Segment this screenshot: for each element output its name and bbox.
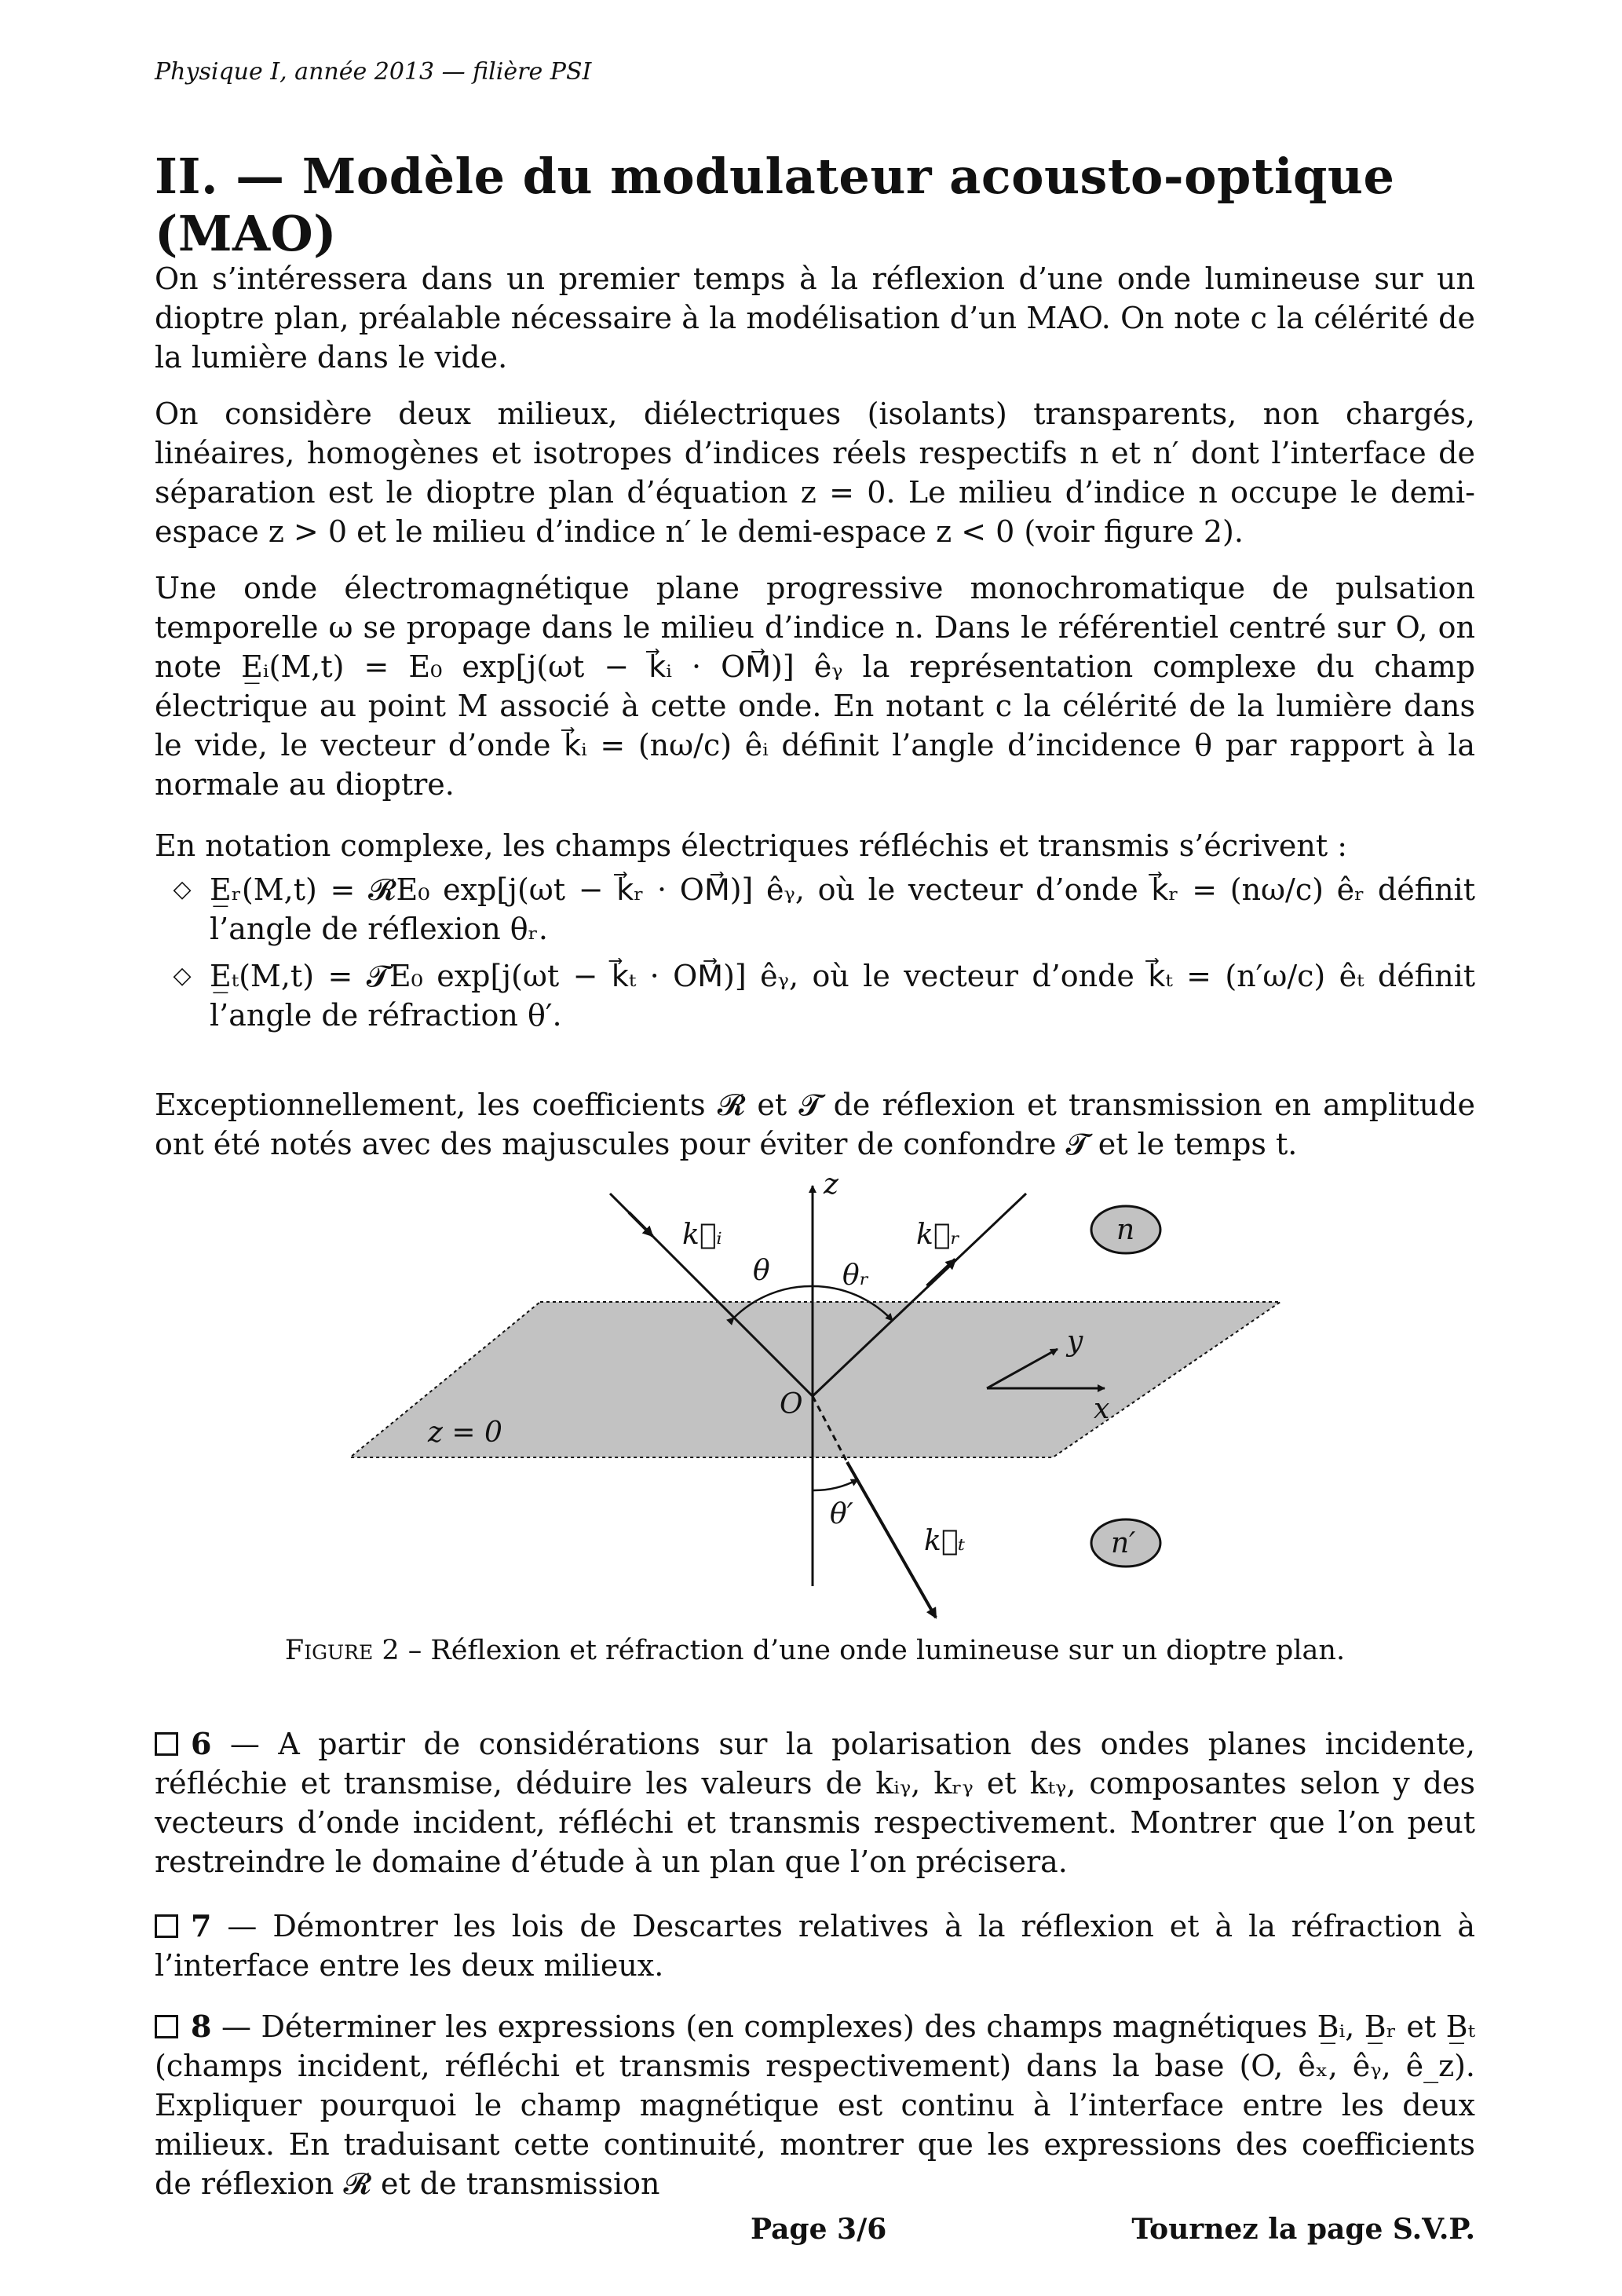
- paragraph-incident-wave: Une onde électromagnétique plane progressive monochromatique de pulsation temporelle ω se propage dans le milieu d’indice n. Dans le référentiel centré sur O, on note E̲ᵢ(M,t) = E₀ exp[j(ωt − k⃗ᵢ · OM⃗)] êᵧ la représentation complexe du champ électrique au point M associé à cette onde. En notant c la célérité de la lumière dans le vide, le vecteur d’onde k⃗ᵢ = (nω/c) êᵢ définit l’angle d’incidence θ par rapport à la normale au dioptre.: [155, 571, 1475, 802]
- running-header: Physique I, année 2013 — filière PSI: [155, 58, 592, 86]
- checkbox-icon: [155, 1914, 178, 1938]
- field-list: [155, 870, 1475, 1043]
- y-axis-label: y: [1067, 1325, 1083, 1358]
- ki-label: k⃗ᵢ: [682, 1219, 722, 1251]
- medium-n-label: n: [1116, 1214, 1135, 1246]
- question-6: [155, 1724, 1475, 1881]
- figure-caption: [155, 1635, 1475, 1666]
- checkbox-icon: [155, 1732, 178, 1756]
- question-number: 6: [191, 1726, 212, 1761]
- medium-n-prime-label: n′: [1111, 1527, 1136, 1559]
- incident-ray-arrowhead: [629, 1212, 652, 1236]
- theta-label: θ: [753, 1255, 770, 1287]
- turn-page-note: Tournez la page S.V.P.: [1131, 2213, 1475, 2246]
- question-dash: —: [211, 1727, 279, 1761]
- kt-label: k⃗ₜ: [924, 1525, 966, 1557]
- diamond-bullet-icon: ◇: [173, 876, 192, 903]
- diamond-bullet-icon: ◇: [173, 962, 192, 989]
- question-text: A partir de considérations sur la polarisation des ondes planes incidente, réfléchie et transmise, déduire les valeurs de kᵢᵧ, kᵣᵧ et kₜᵧ, composantes selon y des vecteurs d’onde incident, réfléchi et transmis respectivement. Montrer que l’on peut restreindre le domaine d’étude à un plan que l’on précisera.: [155, 1727, 1475, 1879]
- question-text: Déterminer les expressions (en complexes) des champs magnétiques B̲ᵢ, B̲ᵣ et B̲ₜ (champs incident, réfléchi et transmis respectivement) dans la base (O, êₓ, êᵧ, ê_z). Expliquer pourquoi le champ magnétique est continu à l’interface entre les deux milieux. En traduisant cette continuité, montrer que les expressions des coefficients de réflexion 𝓡 et de transmission: [155, 2009, 1475, 2201]
- theta-r-label: θᵣ: [842, 1260, 870, 1292]
- question-number: 8: [191, 2009, 212, 2044]
- paragraph-coefficients: Exceptionnellement, les coefficients 𝓡 et 𝓣 de réflexion et transmission en amplitude ont été notés avec des majuscules pour éviter de confondre 𝓣 et le temps t.: [155, 1088, 1475, 1161]
- question-dash: —: [211, 2009, 261, 2044]
- page-number: Page 3/6: [751, 2213, 887, 2246]
- origin-label: O: [780, 1388, 803, 1420]
- list-item: [155, 870, 1475, 949]
- paragraph-complex-notation: En notation complexe, les champs électriques réfléchis et transmis s’écrivent :: [155, 828, 1347, 863]
- figure-diagram: [155, 1178, 1475, 1633]
- section-title: II. — Modèle du modulateur acousto-optique (MAO): [155, 148, 1395, 262]
- angle-theta-prime-arc: [813, 1479, 858, 1490]
- caption-text: – Réflexion et réfraction d’une onde lumineuse sur un dioptre plan.: [399, 1635, 1346, 1666]
- theta-prime-label: θ′: [830, 1498, 853, 1530]
- transmitted-ray: [847, 1462, 936, 1618]
- reflected-field-text: E̲ᵣ(M,t) = 𝓡E₀ exp[j(ωt − k⃗ᵣ · OM⃗)] êᵧ, où le vecteur d’onde k⃗ᵣ = (nω/c) êᵣ définit l’angle de réflexion θᵣ.: [210, 872, 1475, 946]
- x-axis-label: x: [1094, 1393, 1110, 1425]
- list-item: [155, 956, 1475, 1035]
- question-text: Démontrer les lois de Descartes relatives à la réflexion et à la réfraction à l’interface entre les deux milieux.: [155, 1909, 1475, 1983]
- question-8: [155, 2007, 1475, 2203]
- paragraph-media: On considère deux milieux, diélectriques (isolants) transparents, non chargés, linéaires, homogènes et isotropes d’indices réels respectifs n et n′ dont l’interface de séparation est le dioptre plan d’équation z = 0. Le milieu d’indice n occupe le demi-espace z > 0 et le milieu d’indice n′ le demi-espace z < 0 (voir figure 2).: [155, 397, 1475, 549]
- plane-label: z = 0: [428, 1417, 502, 1449]
- paragraph-intro: On s’intéressera dans un premier temps à la réflexion d’une onde lumineuse sur un dioptre plan, préalable nécessaire à la modélisation d’un MAO. On note c la célérité de la lumière dans le vide.: [155, 261, 1475, 375]
- question-number: 7: [191, 1908, 212, 1943]
- question-7: [155, 1907, 1475, 1985]
- kr-label: k⃗ᵣ: [916, 1219, 960, 1251]
- checkbox-icon: [155, 2015, 178, 2038]
- transmitted-field-text: E̲ₜ(M,t) = 𝓣E₀ exp[j(ωt − k⃗ₜ · OM⃗)] êᵧ, où le vecteur d’onde k⃗ₜ = (n′ω/c) êₜ définit l’angle de réfraction θ′.: [210, 959, 1475, 1033]
- caption-prefix: Figure 2: [284, 1635, 400, 1666]
- question-dash: —: [211, 1909, 273, 1943]
- z-axis-label: z: [824, 1178, 838, 1201]
- reflected-ray-arrowhead: [927, 1260, 955, 1286]
